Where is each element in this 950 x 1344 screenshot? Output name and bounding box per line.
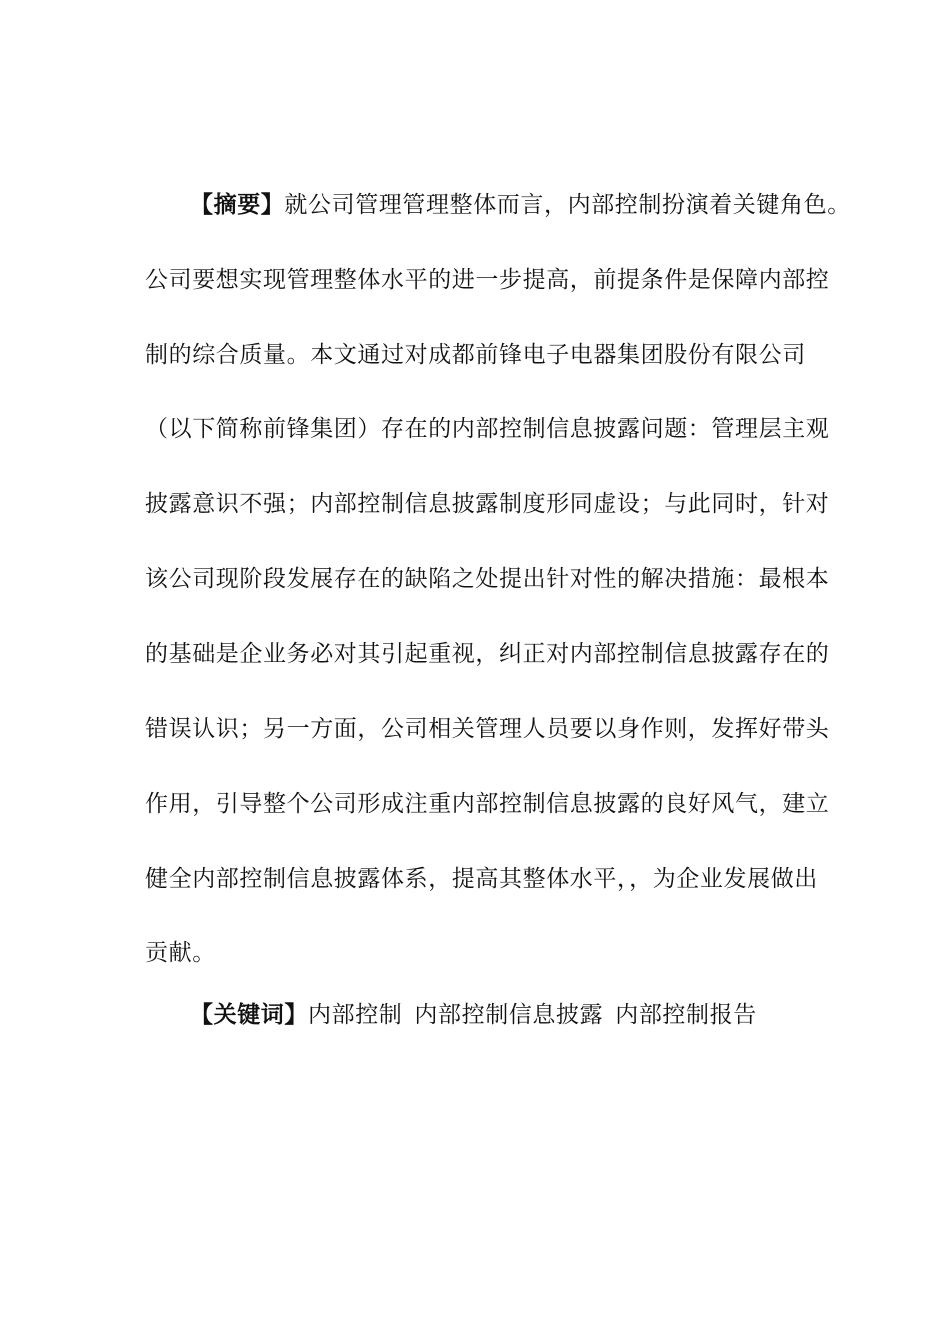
abstract-line: 就公司管理管理整体而言，内部控制扮演着关键角色。	[284, 192, 851, 218]
abstract-label: 【摘要】	[190, 192, 285, 218]
abstract-line: 健全内部控制信息披露体系，提高其整体水平，，为企业发展做出	[145, 866, 818, 892]
keyword: 内部控制	[308, 1002, 403, 1028]
abstract-line: （以下简称前锋集团）存在的内部控制信息披露问题：管理层主观	[145, 416, 830, 442]
abstract-line: 的基础是企业务必对其引起重视，纠正对内部控制信息披露存在的	[145, 641, 830, 667]
abstract-line: 制的综合质量。本文通过对成都前锋电子电器集团股份有限公司	[145, 342, 806, 368]
abstract-line: 作用，引导整个公司形成注重内部控制信息披露的良好风气，建立	[145, 791, 830, 817]
abstract-first-line	[190, 190, 851, 220]
abstract-line: 错误认识；另一方面，公司相关管理人员要以身作则，发挥好带头	[145, 716, 830, 742]
keywords-label: 【关键词】	[190, 1002, 308, 1028]
abstract-line: 该公司现阶段发展存在的缺陷之处提出针对性的解决措施：最根本	[145, 566, 830, 592]
abstract-line: 贡献。	[145, 940, 216, 966]
keywords-line	[190, 1000, 757, 1030]
abstract-line: 披露意识不强；内部控制信息披露制度形同虚设；与此同时，针对	[145, 491, 830, 517]
keyword: 内部控制报告	[615, 1002, 757, 1028]
keyword: 内部控制信息披露	[414, 1002, 604, 1028]
abstract-line: 公司要想实现管理整体水平的进一步提高，前提条件是保障内部控	[145, 267, 830, 293]
